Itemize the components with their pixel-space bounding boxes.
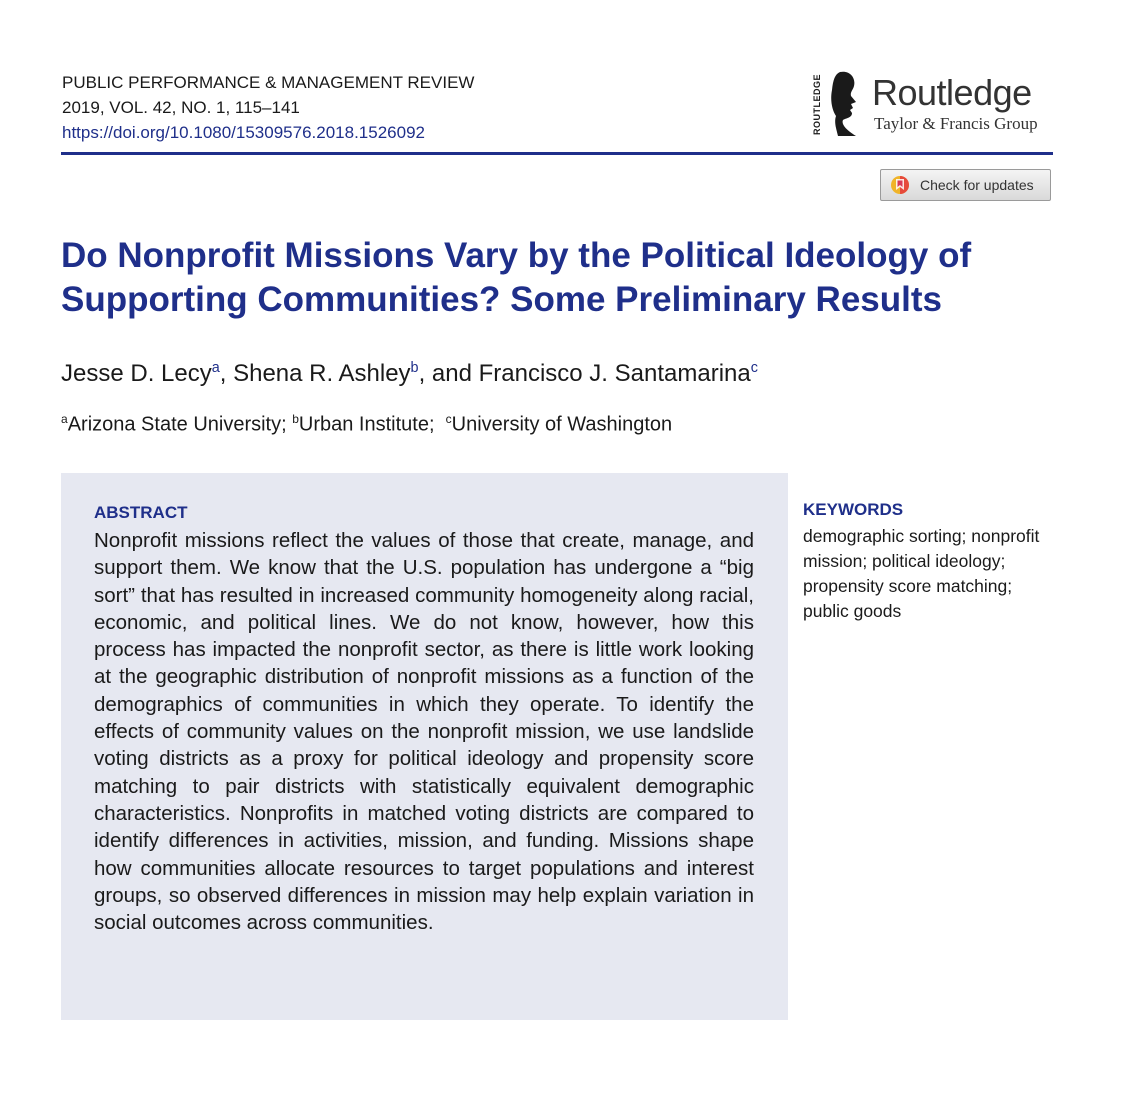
author-separator: , and [418,360,479,387]
publisher-group: Taylor & Francis Group [874,114,1038,133]
article-title: Do Nonprofit Missions Vary by the Political Ideology of Supporting Communities? Some Preliminary Results [61,236,972,319]
author-separator: , [219,360,234,387]
affiliation-name: Arizona State University; [67,413,293,436]
affiliation-mark: a [61,412,68,426]
journal-volume: 2019, VOL. 42, NO. 1, 115–141 [62,98,300,117]
abstract-box [61,473,788,1020]
abstract-text: Nonprofit missions reflect the values of those that create, manage, and support them. We know that the U.S. population has undergone a “big sort” that has resulted in increased community homogeneity along racial, economic, and political lines. We do not know, however, how this process has impacted the nonprofit sector, as there is little work looking at the geographic distribution of nonprofit missions as a function of the demographics of communities in which they operate. To identify the effects of community values on the nonprofit mission, we use landslide voting districts as a proxy for political ideology and propensity score matching to pair districts with statistically equivalent demographic characteristics. Nonprofits in matched voting districts are compared to identify differences in activities, mission, and funding. Missions shape how communities allocate resources to target populations and interest groups, so observed differences in mission may help explain variation in social outcomes across communities. [94,529,754,935]
check-for-updates-label: Check for updates [920,177,1034,193]
journal-info [62,70,474,145]
routledge-head-icon [826,70,862,138]
author-name: Shena R. Ashley [233,360,411,387]
header-rule [61,152,1053,155]
publisher-side-text: ROUTLEDGE [812,73,822,135]
journal-name: PUBLIC PERFORMANCE & MANAGEMENT REVIEW [62,73,475,92]
affiliation-mark: b [292,412,299,426]
author-affiliation-mark[interactable]: b [410,360,419,376]
author-affiliation-mark[interactable]: a [211,360,220,376]
affiliation-name: University of Washington [451,413,673,436]
author-name: Jesse D. Lecy [61,360,212,387]
keywords-heading: KEYWORDS [803,500,904,519]
publisher-logo [812,70,1062,142]
crossmark-icon [890,175,910,195]
affiliation-mark: c [445,412,452,426]
check-for-updates-button[interactable] [880,169,1051,201]
author-list [61,360,758,388]
doi-link[interactable]: https://doi.org/10.1080/15309576.2018.1526092 [62,123,425,142]
author-affiliation-mark[interactable]: c [750,360,758,376]
affiliation-list [61,412,672,437]
abstract-heading: ABSTRACT [94,503,188,522]
keywords-text: demographic sorting; nonprofit mission; political ideology; propensity score matching; public goods [803,526,1040,621]
publisher-brand: Routledge [872,72,1032,113]
affiliation-name: Urban Institute; [298,413,446,436]
author-name: Francisco J. Santamarina [478,360,751,387]
